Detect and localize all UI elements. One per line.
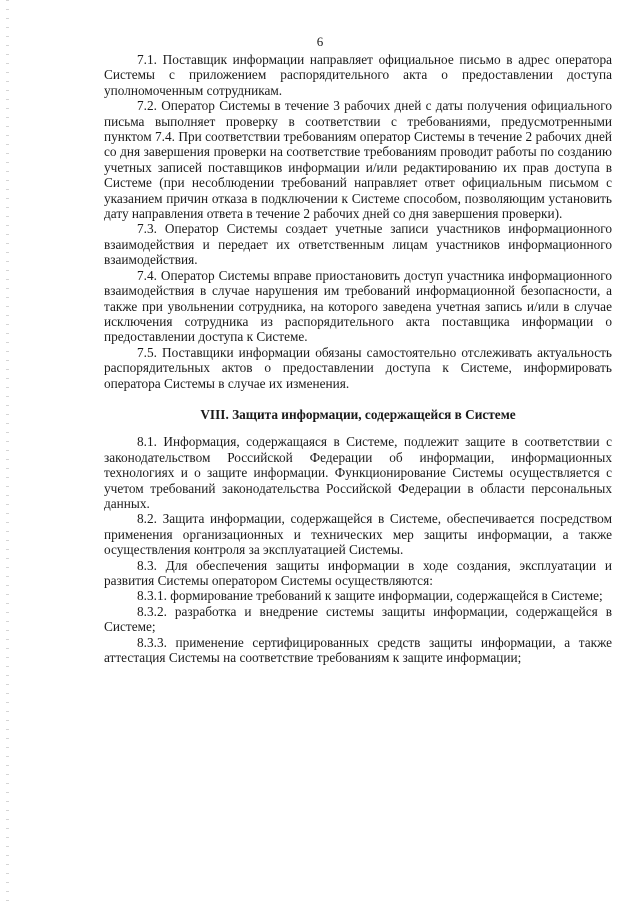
section-heading: VIII. Защита информации, содержащейся в Системе xyxy=(200,406,516,422)
paragraph-7-4: 7.4. Оператор Системы вправе приостановить доступ участника информационного взаимодействия в случае нарушения им требований информационной безопасности, а также при увольнении сотрудника, на которого заведена учетная запись и/или в случае исключения сотрудника из распорядительного акта поставщика информации о предоставлении доступа к Системе. xyxy=(104,267,612,345)
paragraph-8-3-3: 8.3.3. применение сертифицированных средств защиты информации, а также аттестация Системы на соответствие требованиям к защите информации; xyxy=(104,634,612,666)
paragraph-8-2: 8.2. Защита информации, содержащейся в Системе, обеспечивается посредством применения организационных и технических мер защиты информации, а также осуществления контроля за эксплуатацией Системы. xyxy=(104,511,612,558)
scan-edge-marks xyxy=(6,0,9,905)
paragraph-7-5: 7.5. Поставщики информации обязаны самостоятельно отслеживать актуальность распорядительных актов о предоставлении доступа к Системе, информировать оператора Системы в случае их изменения. xyxy=(104,344,612,391)
document-body xyxy=(104,52,612,665)
paragraph-7-3: 7.3. Оператор Системы создает учетные записи участников информационного взаимодействия и передает их ответственным лицам участников информационного взаимодействия. xyxy=(104,221,612,268)
paragraph-7-1: 7.1. Поставщик информации направляет официальное письмо в адрес оператора Системы с приложением распорядительного акта о предоставлении доступа уполномоченным сотрудникам. xyxy=(104,52,612,98)
paragraph-8-1: 8.1. Информация, содержащаяся в Системе, подлежит защите в соответствии с законодательством Российской Федерации об информации, информационных технологиях и о защите информации. Функционирование Системы осуществляется с учетом требований законодательства Российской Федерации в области персональных данных. xyxy=(104,434,612,511)
paragraph-8-3-2: 8.3.2. разработка и внедрение системы защиты информации, содержащейся в Системе; xyxy=(104,603,612,635)
paragraph-8-3: 8.3. Для обеспечения защиты информации в ходе создания, эксплуатации и развития Системы оператором Системы осуществляются: xyxy=(104,557,612,588)
page-number: 6 xyxy=(316,34,324,49)
paragraph-8-3-1: 8.3.1. формирование требований к защите информации, содержащейся в Системе; xyxy=(137,588,603,604)
paragraph-7-2: 7.2. Оператор Системы в течение 3 рабочих дней с даты получения официального письма выполняет проверку в соответствии с требованиями, предусмотренными пунктом 7.4. При соответствии требованиям оператор Системы в течение 2 рабочих дней со дня завершения проверки на соответствие требованиям проводит работы по созданию учетных записей поставщиков информации и/или редактированию их прав доступа в Системе (при несоблюдении требований направляет ответ официальным письмом с указанием причин отказа в подключении к Системе способом, позволяющим установить дату направления ответа в течение 2 рабочих дней со дня завершения проверки). xyxy=(104,98,612,222)
